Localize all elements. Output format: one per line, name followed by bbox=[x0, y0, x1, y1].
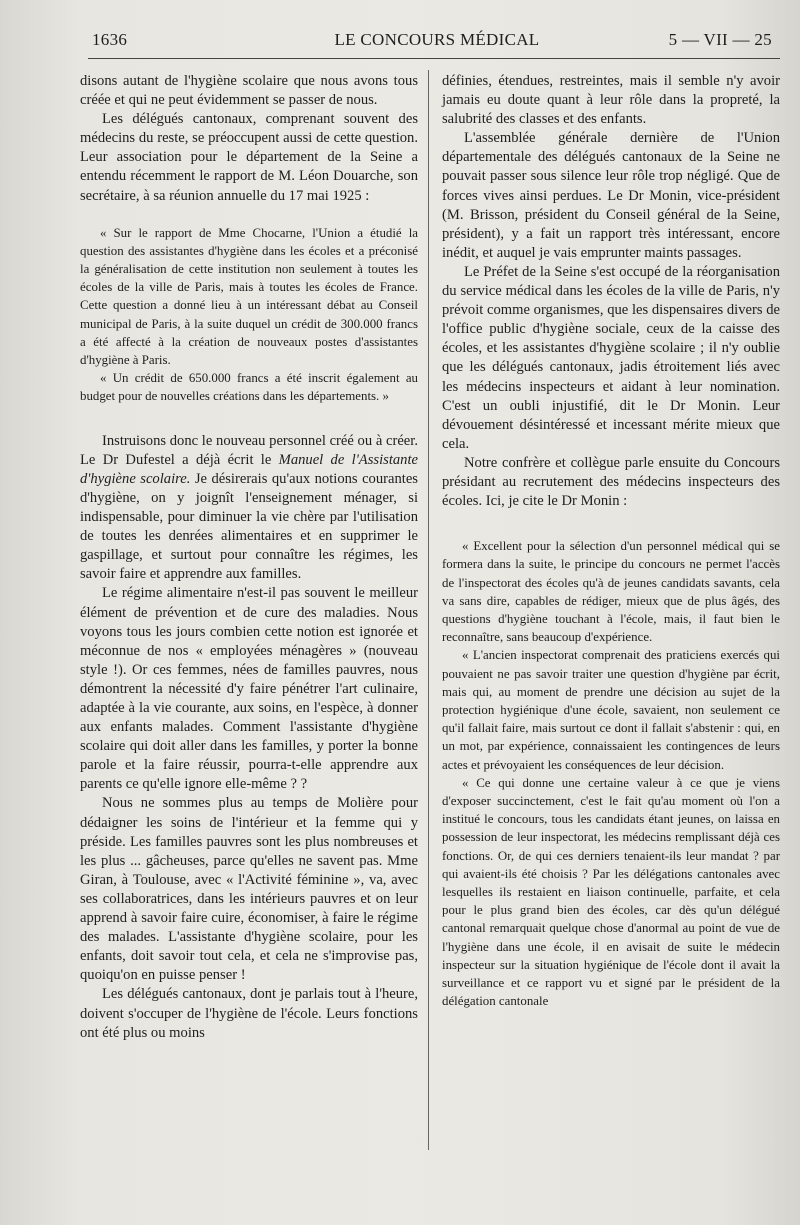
quote-paragraph: « Un crédit de 650.000 francs a été inscrit également au budget pour de nouvelles créations dans les départements. » bbox=[80, 371, 418, 404]
paragraph: Instruisons donc le nouveau personnel créé ou à créer. Le Dr Dufestel a déjà écrit le Manuel de l'Assistante d'hygiène scolaire. Je désirerais qu'aux notions courantes d'hygiène, on y joignît l'enseignement ménager, si indispensable, pour diminuer la vie chère par l'utilisation de toutes les denrées alimentaires et en supprimer le gaspillage, et surtout pour connaître les régimes, les savoir faire et apprendre aux familles. bbox=[80, 432, 418, 583]
quotation bbox=[442, 537, 780, 1010]
paragraph: Notre confrère et collègue parle ensuite du Concours présidant au recrutement des médecins inspecteurs des écoles. Ici, je cite le Dr Monin : bbox=[442, 454, 780, 510]
quote-paragraph: « Sur le rapport de Mme Chocarne, l'Union a étudié la question des assistantes d'hygiène dans les écoles et a préconisé la généralisation de cette institution non seulement à toutes les écoles de la ville de Paris, mais à toutes les écoles de France. Cette question a donné lieu à un intéressant débat au Conseil municipal de Paris, à la suite duquel un crédit de 300.000 francs a été affecté à la création de nouveaux postes d'assistantes d'hygiène à Paris. bbox=[80, 225, 418, 368]
quote-paragraph: « L'ancien inspectorat comprenait des praticiens exercés qui pouvaient ne pas savoir traiter une question d'hygiène par écrit, mais qui, au moment de prendre une décision au sujet de la protection hygiénique d'une école, savaient, non seulement ce qu'il fallait faire, mais surtout ce dont il fallait s'abstenir : qui, en un mot, par expérience, connaissaient les contingences de leurs actes et prévoyaient les conséquences de leur décision. bbox=[442, 648, 780, 772]
journal-title: LE CONCOURS MÉDICAL bbox=[334, 30, 540, 49]
paragraph: Nous ne sommes plus au temps de Molière pour dédaigner les soins de l'intérieur et la femme qui y préside. Les familles pauvres sont les plus nombreuses et les plus ... gâcheuses, parce qu'elles ne savent pas. Mme Giran, à Toulouse, avec « l'Activité féminine », va, avec ses collaboratrices, dans les intérieurs pauvres et on leur apprend à savoir faire cuire, économiser, à faire le régime des malades. L'assistante d'hygiène scolaire, pour les enfants, doit savoir tout cela, et cela ne s'improvise pas, quoiqu'on en puisse penser ! bbox=[80, 795, 418, 984]
running-head bbox=[92, 30, 782, 56]
paragraph: Le régime alimentaire n'est-il pas souvent le meilleur élément de prévention et de cure des maladies. Nous voyons tous les jours combien cette notion est ignorée et méconnue de nos « employées ménagères » (nouveau style !). Or ces femmes, nées de familles pauvres, nous démontrent la nécessité d'y faire pénétrer l'art culinaire, adaptée à la vie courante, aux soins, en l'espèce, à donner aux enfants malades. Comment l'assistante d'hygiène scolaire qui doit aller dans les familles, y porter la bonne parole et la faire réussir, pourra-t-elle apprendre aux parents ce qu'elle ignore elle-même ? ? bbox=[80, 585, 418, 793]
book-title: Manuel de l'Assistante d'hygiène scolaire. bbox=[80, 451, 418, 487]
issue-date: 5 — VII — 25 bbox=[668, 30, 772, 49]
paragraph: définies, étendues, restreintes, mais il semble n'y avoir jamais eu doute quant à leur rôle dans la propreté, la salubrité des classes et des enfants. bbox=[442, 73, 780, 128]
quote-paragraph: « Ce qui donne une certaine valeur à ce que je viens d'exposer succinctement, c'est le fait qu'au moment où l'on a institué le concours, tous les candidats étant jeunes, on laissa en possession de leur inspectorat, les médecins remplissant déjà ces fonctions. Or, de qui ces derniers tenaient-ils leur mandat ? par qui avaient-ils été choisis ? Par les délégations cantonales avec lesquelles ils restaient en liaison continuelle, parfaite, et cela pour le plus grand bien des écoles, car dès qu'un délégué cantonal remarquait quelque chose d'anormal au point de vue de l'hygiène dans une école, il en avisait de suite le médecin inspecteur sur la situation hygiénique de l'école dont il avait la surveillance et ce rapport vu et signé par le président de la délégation cantonale bbox=[442, 775, 780, 1009]
paragraph: Les délégués cantonaux, dont je parlais tout à l'heure, doivent s'occuper de l'hygiène de l'école. Leurs fonctions ont été plus ou moins bbox=[80, 986, 418, 1041]
header-rule bbox=[88, 58, 780, 59]
left-column bbox=[80, 72, 418, 1043]
paragraph: Les délégués cantonaux, comprenant souvent des médecins du reste, se préoccupent aussi de cette question. Leur association pour le département de la Seine a entendu récemment le rapport de M. Léon Douarche, son secrétaire, à sa réunion annuelle du 17 mai 1925 : bbox=[80, 111, 418, 204]
quotation bbox=[80, 224, 418, 406]
paragraph: disons autant de l'hygiène scolaire que nous avons tous créée et qui ne peut évidemment se passer de nous. bbox=[80, 73, 418, 109]
page-number: 1636 bbox=[92, 30, 128, 49]
quote-paragraph: « Excellent pour la sélection d'un personnel médical qui se formera dans la suite, le principe du concours ne permet l'accès de l'inspectorat des écoles qu'à de jeunes candidats savants, cela va sans dire, capables de rédiger, mieux que de plus âgés, des questions d'hygiène touchant à l'école, mais, il faut bien le reconnaître, sans beaucoup d'expérience. bbox=[442, 539, 780, 645]
column-divider bbox=[428, 70, 429, 1150]
paragraph: L'assemblée générale dernière de l'Union départementale des délégués cantonaux de la Seine ne pouvait passer sous silence leur rôle trop négligé. Que de forces vives ainsi perdues. Le Dr Monin, vice-président (M. Brisson, président du Conseil général de la Seine, président), y a fait un rapport très intéressant, encore inédit, et auquel je vais emprunter maints passages. bbox=[442, 130, 780, 261]
paragraph: Le Préfet de la Seine s'est occupé de la réorganisation du service médical dans les écoles de la ville de Paris, n'y prévoit comme organismes, que les dispensaires divers de l'office public d'hygiène sociale, ceux de la caisse des écoles, et les assistantes d'hygiène scolaire ; il n'y oublie que les délégués cantonaux, jadis étroitement liés avec les médecins inspecteurs et aidant à leur nomination. C'est un oubli injustifié, dit le Dr Monin. Leur dévouement désintéressé et incessant mérite mieux que cela. bbox=[442, 263, 780, 452]
right-column bbox=[442, 72, 780, 1010]
